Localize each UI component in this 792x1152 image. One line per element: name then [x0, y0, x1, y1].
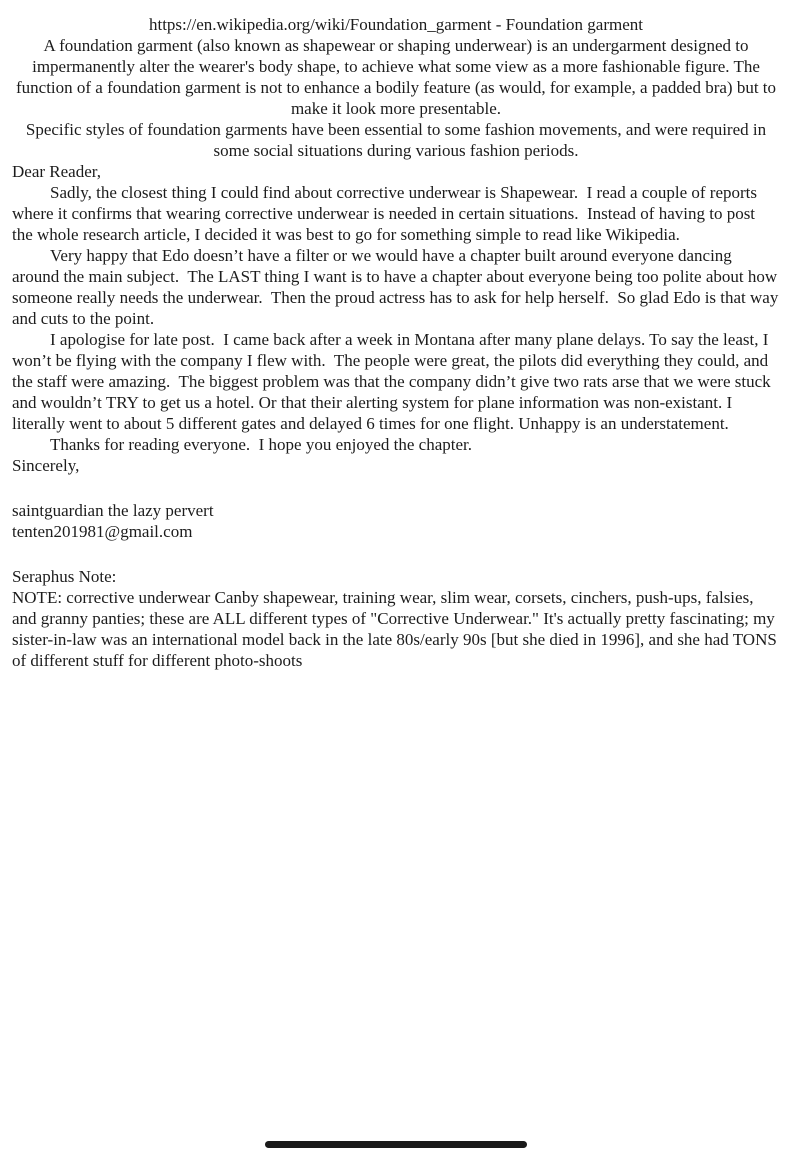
note-body: NOTE: corrective underwear Canby shapewear, training wear, slim wear, corsets, cinchers, push-ups, falsies, and granny panties; these are ALL different types of "Corrective Underwear." It's actually pretty fascinating; my sister-in-law was an international model back in the late 80s/early 90s [but she died in 1996], and she had TONS of different stuff for different photo-shoots [12, 588, 782, 670]
source-url-line: https://en.wikipedia.org/wiki/Foundation_garment - Foundation garment [148, 15, 644, 34]
home-indicator-bar[interactable] [265, 1141, 527, 1148]
closing: Sincerely, [12, 456, 80, 475]
salutation: Dear Reader, [12, 162, 101, 181]
signature-name: saintguardian the lazy pervert [12, 501, 214, 520]
signature-email: tenten201981@gmail.com [12, 522, 193, 541]
letter-paragraph-2: Very happy that Edo doesn’t have a filter or we would have a chapter built around everyone dancing around the main subject. The LAST thing I want is to have a chapter about everyone being too polite about how someone really needs the underwear. Then the proud actress has to ask for help herself. So glad Edo is that way and cuts to the point. [12, 246, 783, 328]
signature-block [12, 500, 780, 542]
thanks-line: Thanks for reading everyone. I hope you enjoyed the chapter. [50, 435, 473, 454]
styles-paragraph: Specific styles of foundation garments have been essential to some fashion movements, and were required in some social situations during various fashion periods. [25, 120, 771, 160]
note-heading: Seraphus Note: [12, 567, 117, 586]
seraphus-note-block [12, 566, 780, 671]
letter-paragraph-3: I apologise for late post. I came back after a week in Montana after many plane delays. To say the least, I won’t be flying with the company I flew with. The people were great, the pilots did everything they could, and the staff were amazing. The biggest problem was that the company didn’t give two rats arse that we were stuck and wouldn’t TRY to get us a hotel. Or that their alerting system for plane information was non-existant. I literally went to about 5 different gates and delayed 6 times for one flight. Unhappy is an understatement. [12, 330, 775, 433]
letter-paragraph-1: Sadly, the closest thing I could find about corrective underwear is Shapewear. I read a couple of reports where it confirms that wearing corrective underwear is needed in certain situations. Instead of having to post the whole research article, I decided it was best to go for something simple to read like Wikipedia. [12, 183, 762, 244]
wiki-excerpt: A foundation garment (also known as shapewear or shaping underwear) is an undergarment designed to impermanently alter the wearer's body shape, to achieve what some view as a more fashionable figure. The function of a foundation garment is not to enhance a bodily feature (as would, for example, a padded bra) but to make it look more presentable. [15, 36, 781, 118]
